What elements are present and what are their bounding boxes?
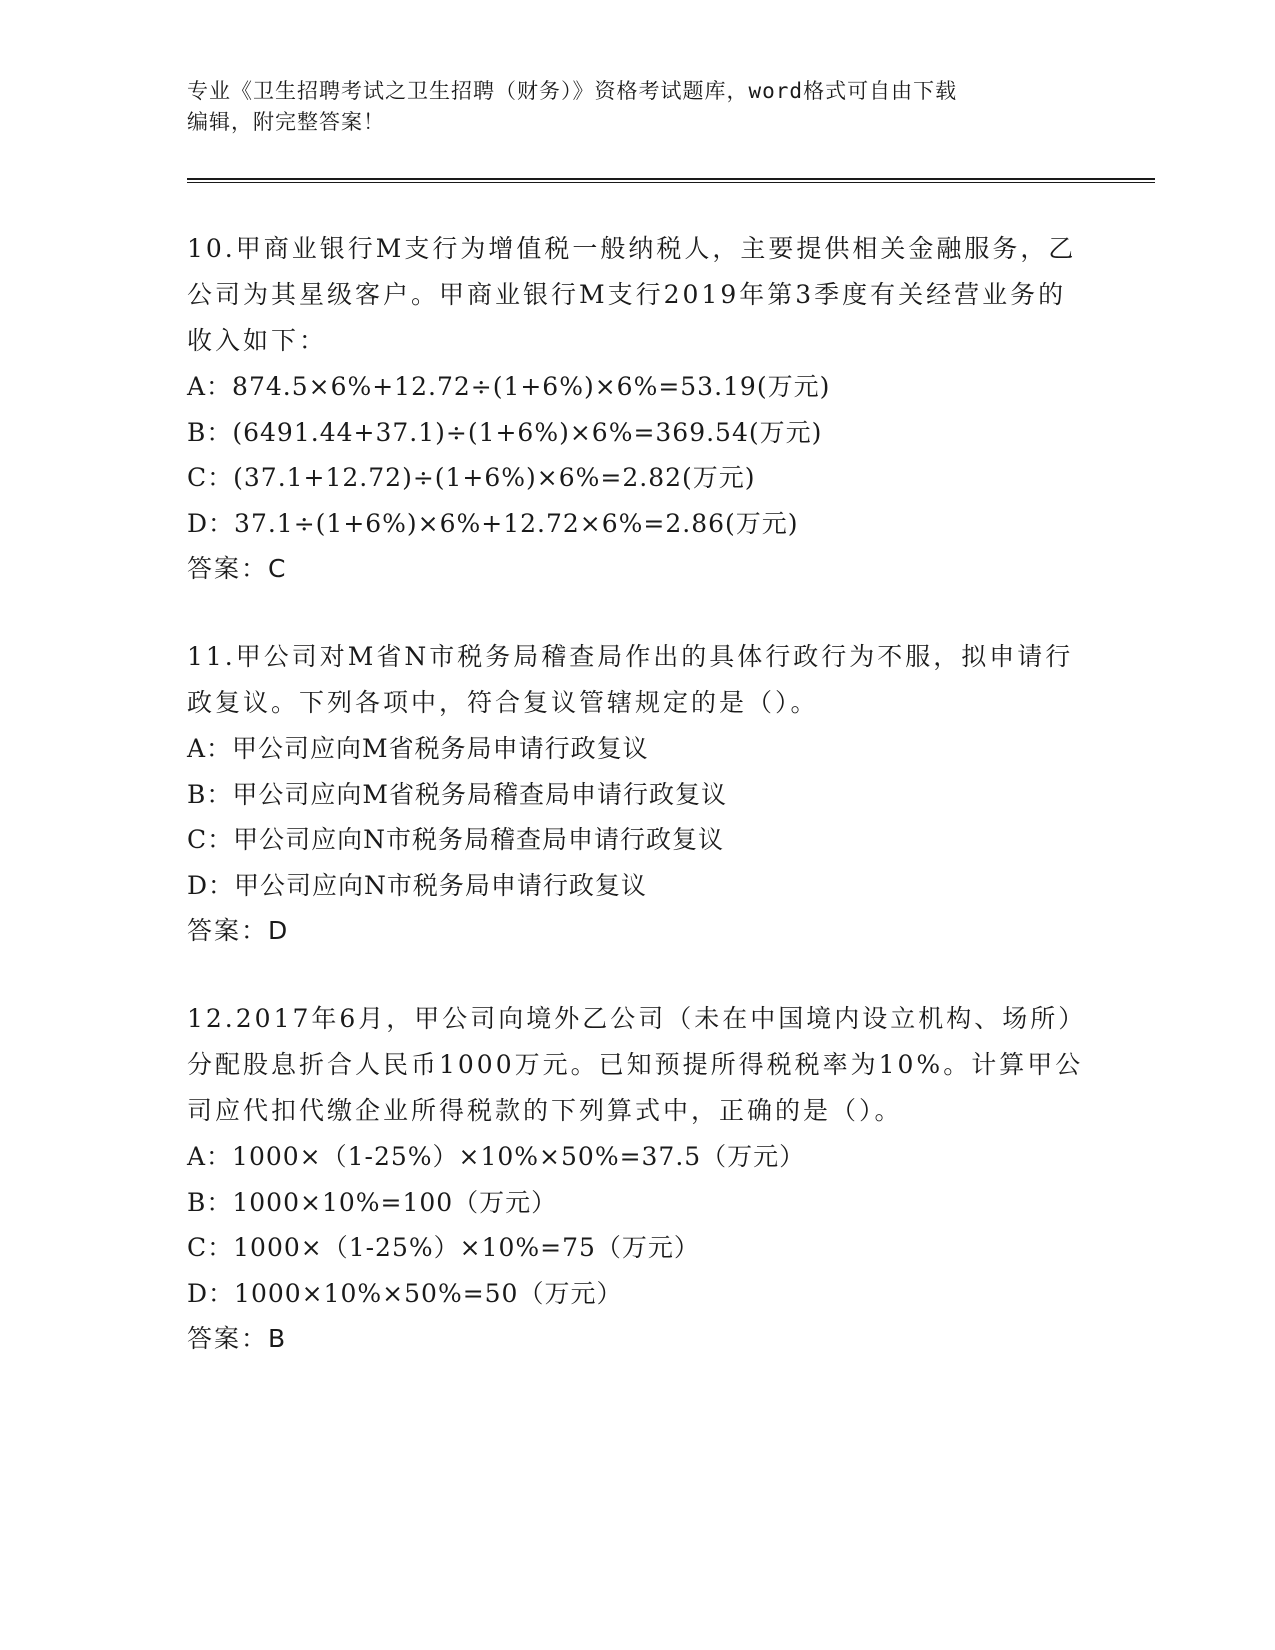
option-d: D：1000×10%×50%=50（万元）	[187, 1278, 623, 1308]
option-c: C：甲公司应向N市税务局稽查局申请行政复议	[187, 825, 725, 854]
question-stem: 12.2017年6月，甲公司向境外乙公司（未在中国境内设立机构、场所）分配股息折合人民币1000万元。已知预提所得税税率为10%。计算甲公司应代扣代缴企业所得税款的下列算式中，正确的是（）。	[187, 1004, 1087, 1125]
option-d: D：甲公司应向N市税务局申请行政复议	[187, 870, 647, 900]
header-divider	[187, 178, 1155, 183]
question-stem: 10.甲商业银行M支行为增值税一般纳税人，主要提供相关金融服务，乙公司为其星级客户。甲商业银行M支行2019年第3季度有关经营业务的收入如下：	[187, 234, 1077, 355]
document-header	[187, 76, 1087, 138]
option-b: B：甲公司应向M省税务局稽查局申请行政复议	[187, 779, 727, 809]
option-d: D：37.1÷(1+6%)×6%+12.72×6%=2.86(万元)	[187, 508, 799, 538]
option-b: B：(6491.44+37.1)÷(1+6%)×6%=369.54(万元)	[187, 417, 823, 447]
question-12	[187, 996, 1087, 1362]
answer-line: 答案：D	[187, 916, 290, 945]
question-10	[187, 226, 1087, 592]
header-line-2: 编辑，附完整答案！	[187, 110, 385, 134]
option-c: C：(37.1+12.72)÷(1+6%)×6%=2.82(万元)	[187, 463, 756, 492]
option-a: A：甲公司应向M省税务局申请行政复议	[187, 734, 649, 763]
question-11	[187, 634, 1087, 954]
option-a: A：874.5×6%+12.72÷(1+6%)×6%=53.19(万元)	[187, 372, 831, 401]
option-c: C：1000×（1-25%）×10%=75（万元）	[187, 1233, 700, 1262]
header-line-1: 专业《卫生招聘考试之卫生招聘（财务）》资格考试题库，word格式可自由下载	[187, 79, 958, 103]
question-stem: 11.甲公司对M省N市税务局稽查局作出的具体行政行为不服，拟申请行政复议。下列各项中，符合复议管辖规定的是（）。	[187, 642, 1074, 717]
option-b: B：1000×10%=100（万元）	[187, 1187, 558, 1217]
option-a: A：1000×（1-25%）×10%×50%=37.5（万元）	[187, 1142, 806, 1171]
answer-line: 答案：B	[187, 1324, 288, 1353]
answer-line: 答案：C	[187, 554, 288, 583]
